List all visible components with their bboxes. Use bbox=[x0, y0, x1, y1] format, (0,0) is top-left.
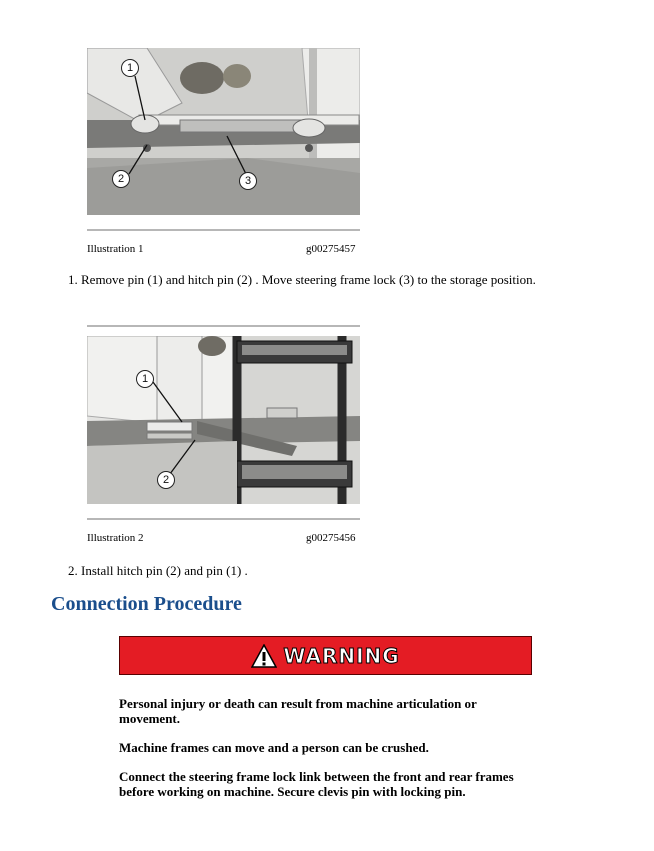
callout-2: 2 bbox=[157, 471, 175, 489]
callout-3: 3 bbox=[239, 172, 257, 190]
callout-1: 1 bbox=[121, 59, 139, 77]
warning-paragraph-2: Machine frames can move and a person can be crushed. bbox=[119, 740, 429, 755]
illustration-1-code: g00275457 bbox=[306, 243, 356, 255]
illustration-2-top-divider bbox=[87, 325, 360, 327]
warning-triangle-icon bbox=[251, 644, 277, 668]
warning-banner bbox=[119, 636, 532, 675]
section-title: Connection Procedure bbox=[51, 593, 242, 615]
illustration-2-image bbox=[87, 336, 360, 504]
illustration-1-divider bbox=[87, 229, 360, 231]
warning-label: WARNING bbox=[283, 643, 400, 668]
illustration-2-code: g00275456 bbox=[306, 532, 356, 544]
step-2-text: 2. Install hitch pin (2) and pin (1) . bbox=[68, 563, 248, 578]
illustration-2-drawing bbox=[87, 336, 360, 504]
warning-paragraph-3: Connect the steering frame lock link between the front and rear frames before working on machine. Secure clevis pin with locking pin. bbox=[119, 769, 514, 799]
warning-paragraph-1: Personal injury or death can result from machine articulation or movement. bbox=[119, 696, 477, 726]
step-1-text: 1. Remove pin (1) and hitch pin (2) . Move steering frame lock (3) to the storage position. bbox=[68, 272, 536, 287]
callout-2: 2 bbox=[112, 170, 130, 188]
illustration-2-caption: Illustration 2 bbox=[87, 532, 144, 544]
illustration-1-image bbox=[87, 48, 360, 215]
illustration-2-divider bbox=[87, 518, 360, 520]
callout-1: 1 bbox=[136, 370, 154, 388]
illustration-1-caption: Illustration 1 bbox=[87, 243, 144, 255]
